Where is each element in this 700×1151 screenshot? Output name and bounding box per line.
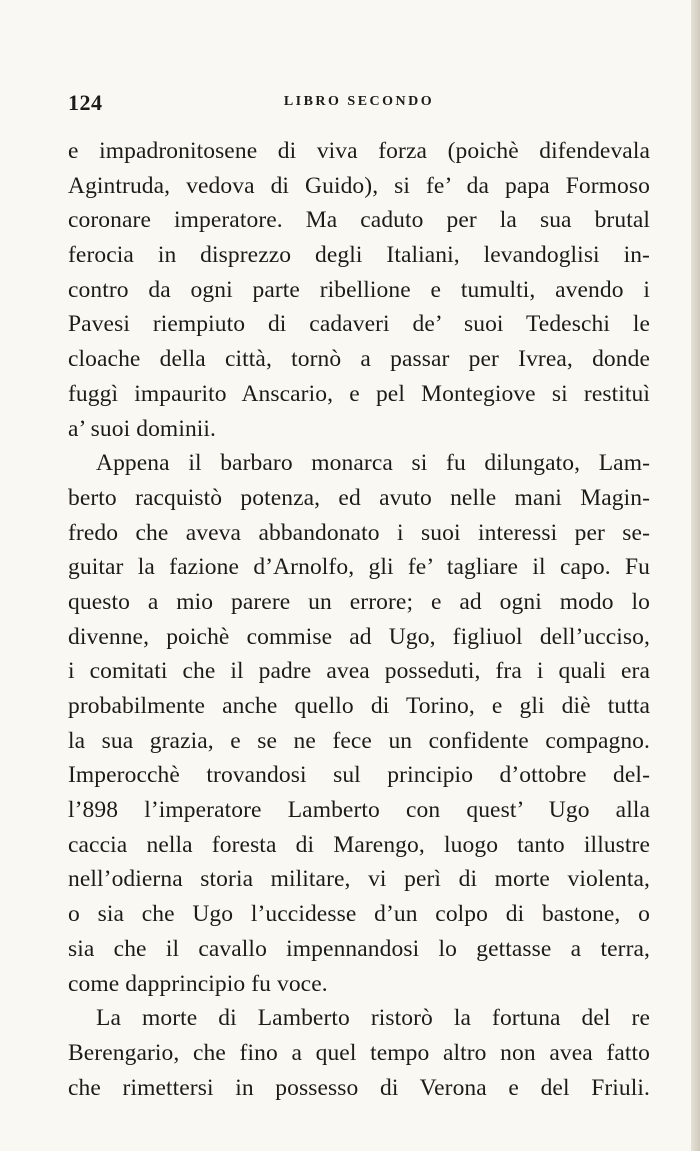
text-line: nell’odierna storia militare, vi perì di morte violenta, (68, 866, 650, 893)
text-line: i comitati che il padre avea posseduti, fra i quali era (68, 658, 650, 685)
text-line: berto racquistò potenza, ed avuto nelle mani Magin- (68, 484, 650, 511)
text-line: o sia che Ugo l’uccidesse d’un colpo di bastone, o (68, 901, 650, 928)
text-line: contro da ogni parte ribellione e tumulti, avendo i (68, 276, 650, 303)
text-line: a’ suoi dominii. (68, 415, 217, 442)
text-line: cloache della città, tornò a passar per Ivrea, donde (68, 346, 650, 373)
text-line: ferocia in disprezzo degli Italiani, levandoglisi in- (68, 242, 650, 269)
page-number: 124 (68, 90, 103, 115)
text-line: e impadronitosene di viva forza (poichè difendevala (68, 138, 650, 164)
text-line: Agintruda, vedova di Guido), si fe’ da papa Formoso (68, 172, 650, 199)
text-line: guitar la fazione d’Arnolfo, gli fe’ tagliare il capo. Fu (68, 554, 650, 581)
text-line: sia che il cavallo impennandosi lo gettasse a terra, (68, 935, 650, 962)
text-line: questo a mio parere un errore; e ad ogni modo lo (68, 588, 650, 615)
text-line: Pavesi riempiuto di cadaveri de’ suoi Tedeschi le (68, 311, 650, 338)
text-line: l’898 l’imperatore Lamberto con quest’ Ugo alla (68, 797, 650, 824)
text-line: caccia nella foresta di Marengo, luogo tanto illustre (68, 831, 650, 858)
text-line: coronare imperatore. Ma caduto per la sua brutal (68, 207, 650, 234)
text-line: Berengario, che fino a quel tempo altro non avea fatto (68, 1039, 650, 1066)
text-line: fuggì impaurito Anscario, e pel Montegiove si restituì (68, 380, 650, 407)
text-line: che rimettersi in possesso di Verona e del Friuli. (68, 1074, 650, 1101)
text-line: Imperocchè trovandosi sul principio d’ottobre del- (68, 762, 650, 789)
text-line: fredo che aveva abbandonato i suoi interessi per se- (68, 519, 650, 546)
text-line: Appena il barbaro monarca si fu dilungato, Lam- (96, 450, 650, 477)
text-line: probabilmente anche quello di Torino, e gli diè tutta (68, 693, 650, 719)
text-line: divenne, poichè commise ad Ugo, figliuol dell’ucciso, (68, 623, 650, 650)
page-edge (691, 0, 700, 1151)
text-line: la sua grazia, e se ne fece un confidente compagno. (68, 727, 650, 754)
text-line: La morte di Lamberto ristorò la fortuna del re (96, 1005, 650, 1032)
running-head: LIBRO SECONDO (283, 94, 435, 109)
page-header (68, 90, 650, 114)
page-body (68, 134, 650, 1105)
text-line: come dapprincipio fu voce. (68, 970, 328, 997)
